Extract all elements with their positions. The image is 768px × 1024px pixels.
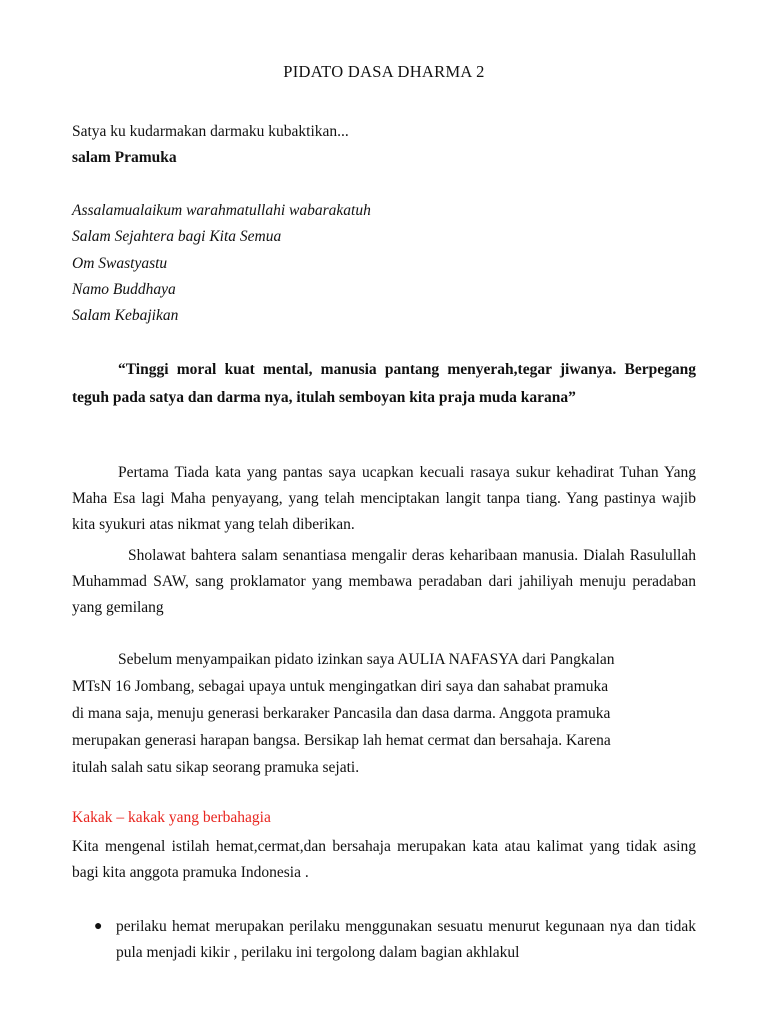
paragraph-intro-line: merupakan generasi harapan bangsa. Bersikap lah hemat cermat dan bersahaja. Karena xyxy=(72,732,611,749)
bullet-item-hemat: perilaku hemat merupakan perilaku menggunakan sesuatu menurut kegunaan nya dan tidak pula menjadi kikir , perilaku ini tergolong dalam bagian akhlakul xyxy=(116,918,696,961)
paragraph-intro-line: MTsN 16 Jombang, sebagai upaya untuk mengingatkan diri saya dan sahabat pramuka xyxy=(72,678,609,695)
greeting-line: Salam Sejahtera bagi Kita Semua xyxy=(72,228,282,245)
section-heading: Kakak – kakak yang berbahagia xyxy=(72,809,271,826)
paragraph-intro-line: Sebelum menyampaikan pidato izinkan saya AULIA NAFASYA dari Pangkalan xyxy=(118,651,615,668)
greeting-line: Salam Kebajikan xyxy=(72,307,179,324)
bullet-dot-icon: ● xyxy=(94,919,103,934)
paragraph-intro-line: itulah salah satu sikap seorang pramuka sejati. xyxy=(72,759,360,776)
salam-pramuka: salam Pramuka xyxy=(72,149,177,166)
greeting-line: Assalamualaikum warahmatullahi wabarakatuh xyxy=(72,202,371,219)
opening-line: Satya ku kudarmakan darmaku kubaktikan... xyxy=(72,123,349,140)
greeting-line: Om Swastyastu xyxy=(72,255,168,272)
paragraph-opening-thanks: Pertama Tiada kata yang pantas saya ucapkan kecuali rasaya sukur kehadirat Tuhan Yang Maha Esa lagi Maha penyayang, yang telah menciptakan langit tanpa tiang. Yang pastinya wajib kita syukuri atas nikmat yang telah diberikan. xyxy=(72,464,696,533)
paragraph-hemat-cermat: Kita mengenal istilah hemat,cermat,dan bersahaja merupakan kata atau kalimat yang tidak asing bagi kita anggota pramuka Indonesia . xyxy=(72,838,696,881)
motto-quote: “Tinggi moral kuat mental, manusia pantang menyerah,tegar jiwanya. Berpegang teguh pada satya dan darma nya, itulah semboyan kita praja muda karana” xyxy=(72,361,696,406)
page-title: PIDATO DASA DHARMA 2 xyxy=(283,62,485,81)
paragraph-intro-line: di mana saja, menuju generasi berkaraker Pancasila dan dasa darma. Anggota pramuka xyxy=(72,705,611,722)
paragraph-sholawat: Sholawat bahtera salam senantiasa mengalir deras keharibaan manusia. Dialah Rasulullah Muhammad SAW, sang proklamator yang membawa peradaban dari jahiliyah menuju peradaban yang gemilang xyxy=(72,547,696,616)
greeting-line: Namo Buddhaya xyxy=(72,281,176,298)
